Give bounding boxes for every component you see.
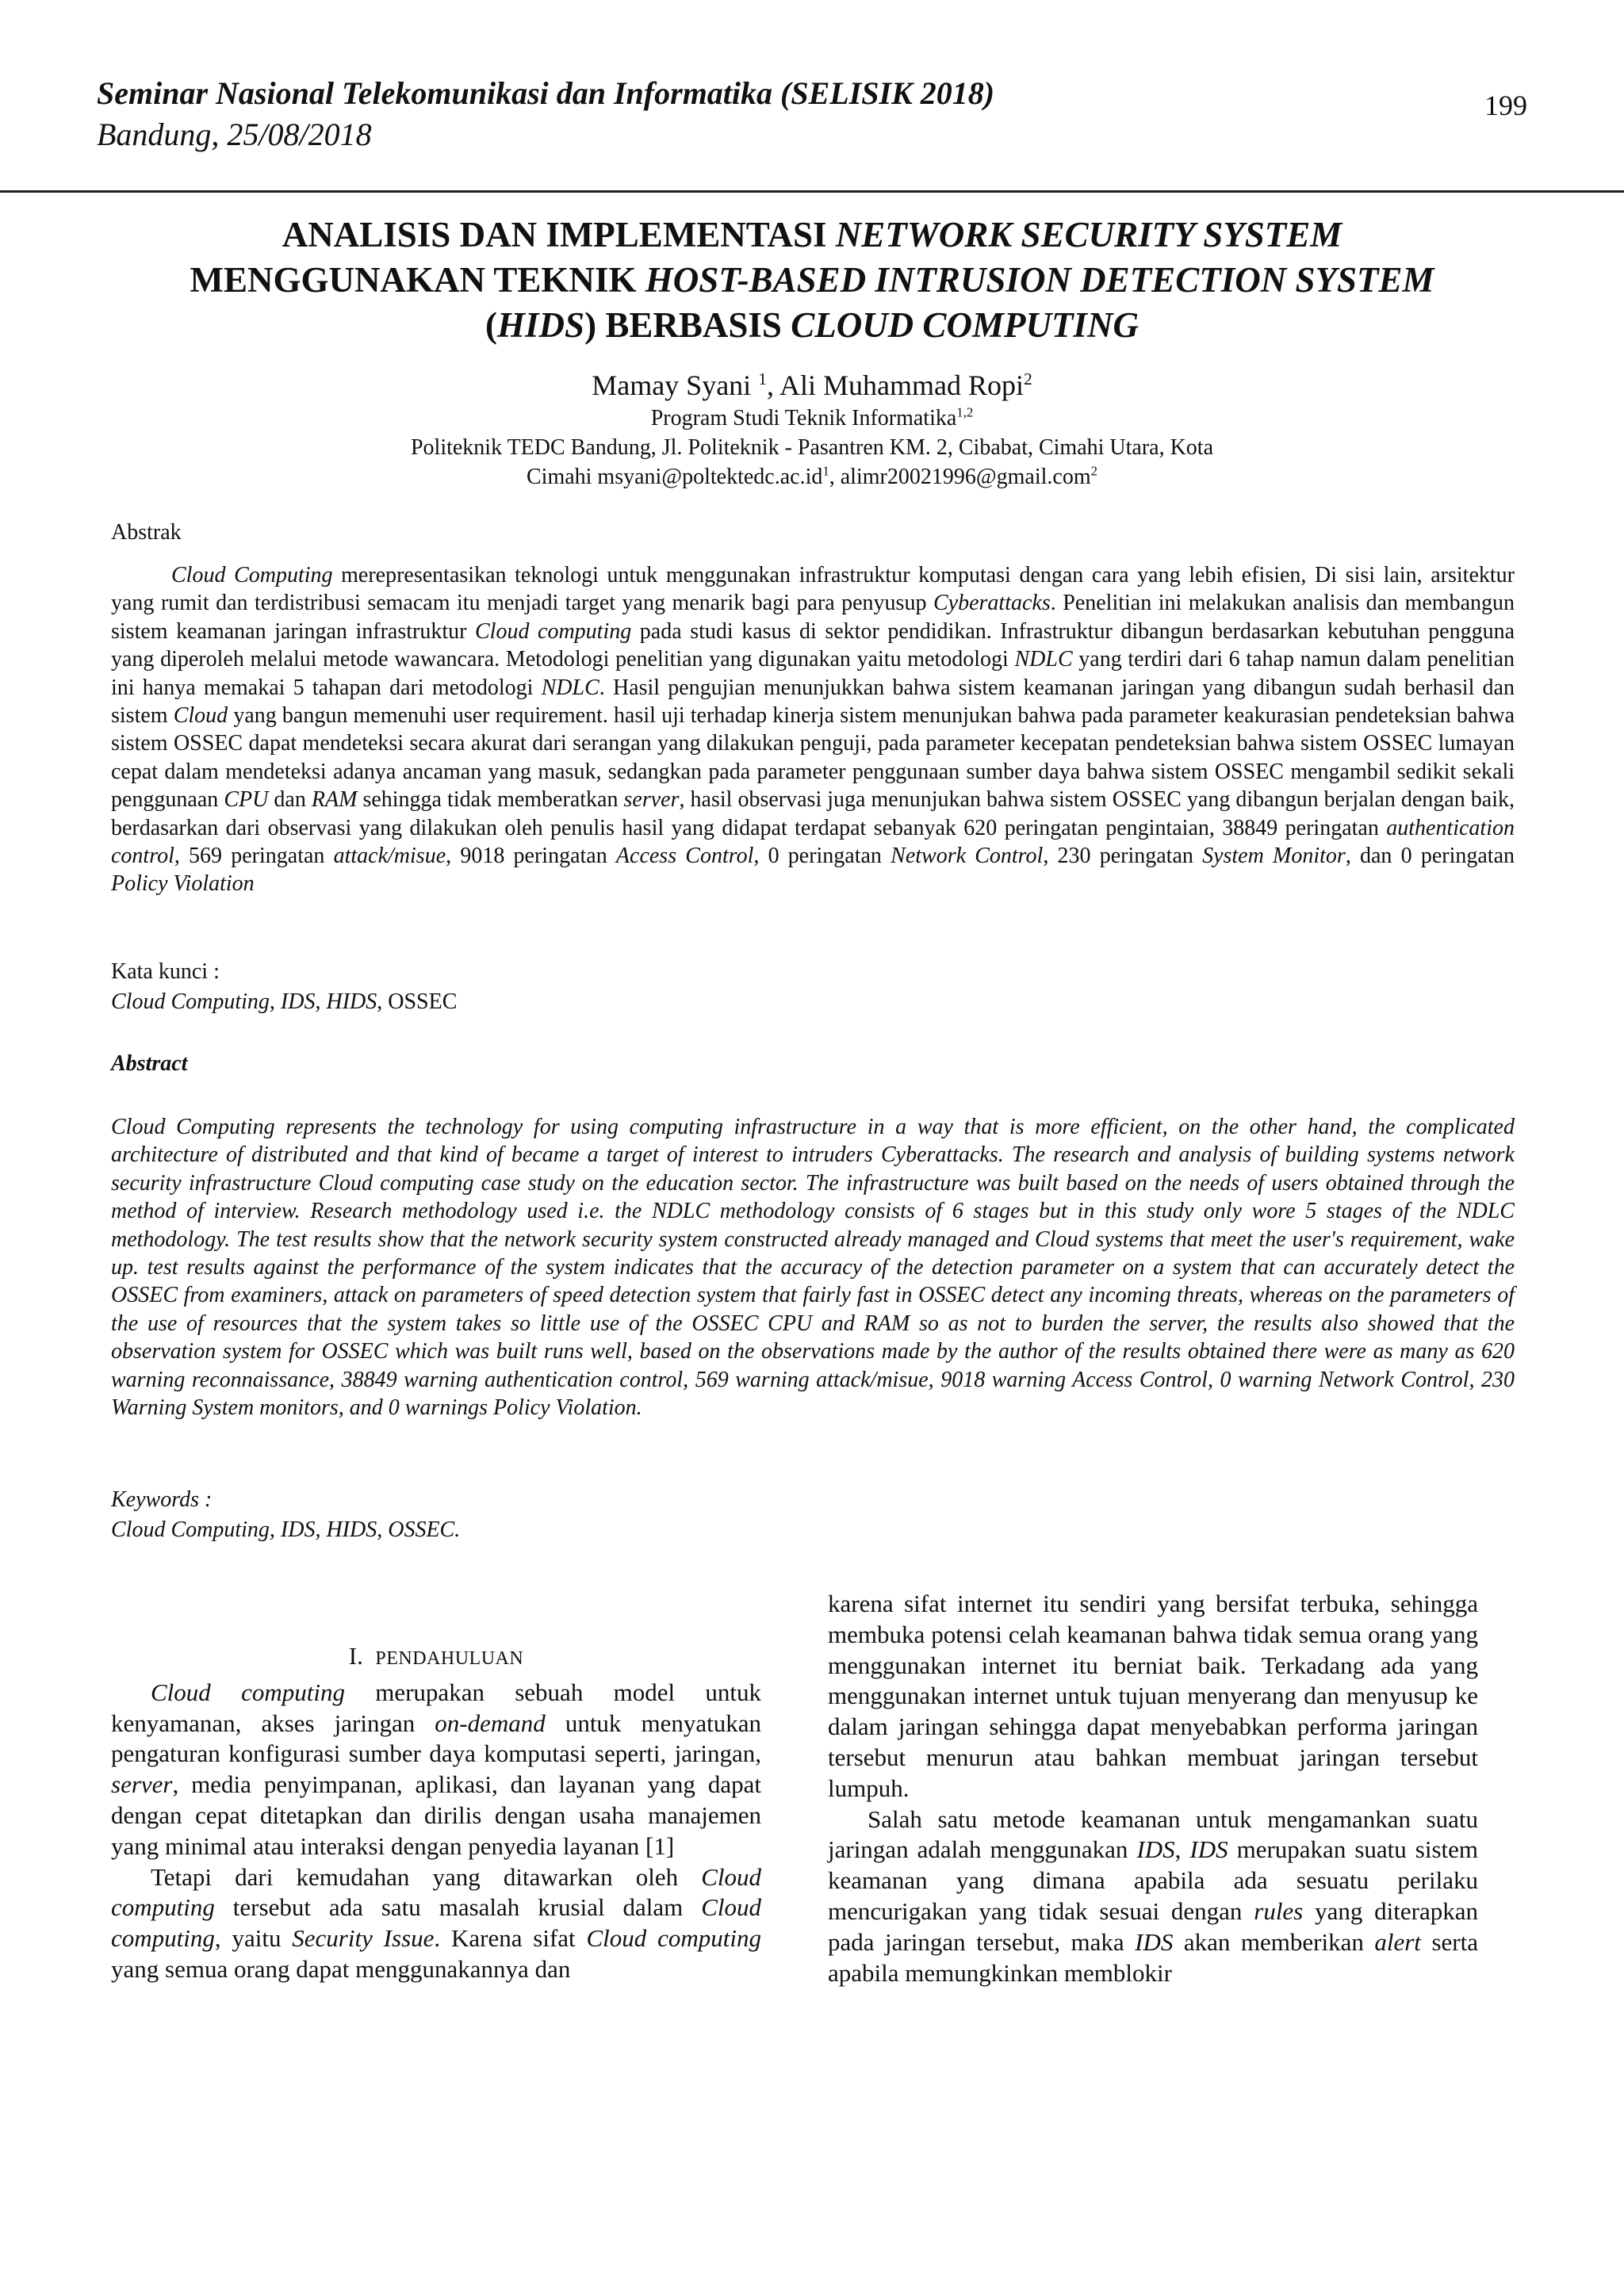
body-text: yang semua orang dapat menggunakannya dan [111, 1954, 571, 1983]
keyword-sep: , [315, 989, 327, 1014]
body-text: akan memberikan [1173, 1927, 1375, 1956]
body-term: Cloud computing [151, 1678, 345, 1706]
title-part: ) BERBASIS [584, 305, 791, 345]
affiliation-program [0, 404, 1624, 433]
section-heading [111, 1641, 761, 1674]
body-text: , [1174, 1835, 1190, 1864]
body-term: IDS [1189, 1835, 1228, 1864]
abstrak-term: Network Control [891, 844, 1044, 869]
abstrak-term: Policy Violation [111, 871, 255, 897]
abstrak-label: Abstrak [111, 520, 182, 545]
body-term: alert [1374, 1927, 1421, 1956]
abstrak-text: , 230 peringatan [1043, 844, 1203, 869]
header-divider [0, 190, 1624, 193]
keyword: , OSSEC [377, 989, 458, 1014]
affiliation-emails [0, 463, 1624, 492]
abstract-label: Abstract [111, 1051, 188, 1076]
abstrak-text: , dan 0 peringatan [1345, 844, 1515, 869]
title-part: HIDS [497, 305, 585, 345]
paragraph: karena sifat internet itu sendiri yang bersifat terbuka, sehingga membuka potensi celah keamanan bahwa tidak semua orang yang menggunakan internet itu berniat baik. Terkadang ada yang menggunakan internet untuk tujuan menyerang dan menyusup ke dalam jaringan sehingga dapat menyebabkan performa jaringan tersebut menurun atau bahkan membuat jaringan tersebut lumpuh. [828, 1590, 1478, 1802]
abstrak-text: , 0 peringatan [753, 844, 891, 869]
abstrak-term: NDLC [541, 675, 599, 700]
keyword: Cloud Computing [111, 989, 270, 1014]
paper-title [95, 212, 1529, 348]
abstrak-body [111, 561, 1515, 898]
body-text: tersebut ada satu masalah krusial dalam [214, 1893, 702, 1922]
keyword-sep: , [269, 989, 281, 1014]
title-part: MENGGUNAKAN TEKNIK [190, 260, 645, 300]
section-title: PENDAHULUAN [375, 1648, 524, 1669]
affiliation-address: Politeknik TEDC Bandung, Jl. Politeknik - Pasantren KM. 2, Cibabat, Cimahi Utara, Kota [410, 435, 1214, 460]
section-numeral: I. [348, 1642, 363, 1670]
abstrak-term: Cloud [173, 703, 228, 729]
body-text: Salah satu metode keamanan untuk mengamankan suatu jaringan adalah menggunakan [828, 1804, 1478, 1864]
abstrak-text: . Hasil pengujian menunjukkan bahwa sistem keamanan jaringan yang dibangun sudah berhasil dan sistem [111, 675, 1515, 729]
body-text: untuk menyatukan pengaturan konfigurasi sumber daya komputasi seperti, jaringan, [111, 1709, 761, 1768]
kata-kunci-list [111, 988, 457, 1016]
program-name: Program Studi Teknik Informatika [650, 406, 957, 430]
body-term: IDS [1136, 1835, 1175, 1864]
email-text: , alimr20021996@gmail.com [829, 465, 1091, 489]
abstrak-text: pada studi kasus di sektor pendidikan. Infrastruktur dibangun berdasarkan kebutuhan pengguna yang diperoleh melalui metode wawancara. Metodologi penelitian yang digunakan yaitu metodologi [111, 618, 1515, 672]
abstrak-term: RAM [311, 787, 358, 813]
author-name: Mamay Syani [592, 369, 759, 401]
paragraph [111, 1678, 761, 1862]
kata-kunci-label: Kata kunci : [111, 959, 220, 984]
abstrak-term: server [623, 787, 680, 813]
abstrak-term: NDLC [1014, 647, 1073, 672]
abstrak-term: Cloud computing [475, 618, 632, 644]
body-text: serta apabila memungkinkan memblokir [828, 1927, 1478, 1987]
abstrak-text: merepresentasikan teknologi untuk menggunakan infrastruktur komputasi dengan cara yang lebih efisien, Di sisi lain, arsitektur yang rumit dan terdistribusi semacam itu menjadi target yang menarik bagi para penyusup [111, 563, 1515, 616]
body-left-column [111, 1641, 761, 1985]
title-part: CLOUD COMPUTING [791, 305, 1139, 345]
paragraph [828, 1804, 1478, 1989]
email-mark: 2 [1090, 463, 1097, 479]
abstrak-text: yang bangun memenuhi user requirement. hasil uji terhadap kinerja sistem menunjukan bahwa pada parameter keakurasian pendeteksian bahwa sistem OSSEC dapat mendeteksi secara akurat dari serangan yang dilakukan penguji, pada parameter kecepatan pendeteksian bahwa sistem OSSEC lumayan cepat dalam mendeteksi adanya ancaman yang masuk, sedangkan pada parameter penggunaan sumber daya bahwa sistem OSSEC mengambil sedikit sekali penggunaan [111, 703, 1515, 813]
author-name: Ali Muhammad Ropi [779, 369, 1024, 401]
abstrak-text: . Penelitian ini melakukan analisis dan membangun sistem keamanan jaringan infrastruktur [111, 591, 1515, 644]
abstrak-text: sehingga tidak memberatkan [357, 787, 624, 813]
body-term: Cloud computing [586, 1924, 761, 1953]
conference-place-date: Bandung, 25/08/2018 [97, 117, 372, 152]
abstrak-text: , 569 peringatan [174, 844, 334, 869]
body-term: rules [1254, 1896, 1304, 1925]
body-text: merupakan sebuah model untuk kenyamanan, akses jaringan [111, 1678, 761, 1737]
body-text: , media penyimpanan, aplikasi, dan layanan yang dapat dengan cepat ditetapkan dan dirilis dengan usaha manajemen yang minimal atau interaksi dengan penyedia layanan [1] [111, 1770, 761, 1860]
abstrak-term: CPU [224, 787, 269, 813]
abstrak-term: Cloud Computing [171, 563, 333, 587]
body-text: , yaitu [214, 1924, 293, 1953]
title-part: ( [485, 305, 498, 345]
body-term: Cloud computing [111, 1893, 761, 1953]
email-mark: 1 [822, 463, 829, 479]
abstrak-text: yang terdiri dari 6 tahap namun dalam penelitian ini hanya memakai 5 tahapan dari metodologi [111, 647, 1515, 700]
body-right-column [828, 1589, 1478, 1988]
abstrak-term: attack/misue [333, 844, 446, 869]
program-mark: 1,2 [956, 404, 974, 420]
abstrak-text: , hasil observasi juga menunjukan bahwa sistem OSSEC yang dibangun berjalan dengan baik, berdasarkan dari observasi yang dilakukan oleh penulis hasil yang didapat terdapat sebanyak 620 peringatan pengintaian, 38849 peringatan [111, 787, 1515, 840]
abstrak-text: , 9018 peringatan [446, 844, 616, 869]
conference-name: Seminar Nasional Telekomunikasi dan Informatika (SELISIK 2018) [97, 75, 995, 111]
page-header [97, 73, 1461, 155]
author-affil-mark: 1 [758, 369, 767, 388]
title-part: ANALISIS DAN IMPLEMENTASI [282, 215, 836, 254]
title-part: NETWORK SECURITY SYSTEM [835, 215, 1342, 254]
page-number: 199 [1484, 90, 1527, 121]
title-part: HOST-BASED INTRUSION DETECTION SYSTEM [645, 260, 1434, 300]
abstract-body: Cloud Computing represents the technology for using computing infrastructure in a way that is more efficient, on the other hand, the complicated architecture of distributed and that kind of became a target of interest to intruders Cyberattacks. The research and analysis of building systems network security infrastructure Cloud computing case study on the education sector. The infrastructure was built based on the needs of users obtained through the method of interview. Research methodology used i.e. the NDLC methodology consists of 6 stages but in this study only wore 5 stages of the NDLC methodology. The test results show that the network security system constructed already managed and Cloud systems that meet the user's requirement, wake up. test results against the performance of the system indicates that the accuracy of the detection parameter on a system that can accurately detect the OSSEC from examiners, attack on parameters of speed detection system that fairly fast in OSSEC detect any incoming threats, whereas on the parameters of the use of resources that the system takes so little use of the OSSEC CPU and RAM so as not to burden the server, the results also showed that the observation system for OSSEC which was built runs well, based on the observations made by the author of the results obtained there were as many as 620 warning reconnaissance, 38849 warning authentication control, 569 warning attack/misue, 9018 warning Access Control, 0 warning Network Control, 230 Warning System monitors, and 0 warnings Policy Violation. [111, 1115, 1515, 1421]
body-term: IDS [1135, 1927, 1174, 1956]
keyword: HIDS [326, 989, 377, 1014]
keyword: IDS [280, 989, 316, 1014]
body-text: . Karena sifat [434, 1924, 587, 1953]
author-list [0, 366, 1624, 404]
body-text: merupakan suatu sistem keamanan yang dimana apabila ada sesuatu perilaku mencurigakan yang tidak sesuai dengan [828, 1835, 1478, 1925]
author-separator: , [766, 369, 779, 401]
body-term: Cloud computing [111, 1862, 761, 1922]
abstrak-text: dan [268, 787, 312, 813]
abstrak-term: Access Control [615, 844, 754, 869]
keywords-list: Cloud Computing, IDS, HIDS, OSSEC. [111, 1517, 461, 1542]
paragraph [111, 1862, 761, 1985]
abstrak-term: Cyberattacks [933, 591, 1051, 616]
body-term: Security Issue [292, 1924, 435, 1953]
abstrak-term: System Monitor [1202, 844, 1346, 869]
abstrak-term: authentication control [111, 815, 1515, 869]
author-affil-mark: 2 [1024, 369, 1032, 388]
body-term: server [111, 1770, 173, 1799]
email-text: Cimahi msyani@poltektedc.ac.id [526, 465, 823, 489]
body-text: yang diterapkan pada jaringan tersebut, maka [828, 1896, 1478, 1956]
body-text: Tetapi dari kemudahan yang ditawarkan oleh [151, 1862, 702, 1891]
body-term: on-demand [435, 1709, 546, 1737]
keywords-label: Keywords : [111, 1487, 213, 1512]
